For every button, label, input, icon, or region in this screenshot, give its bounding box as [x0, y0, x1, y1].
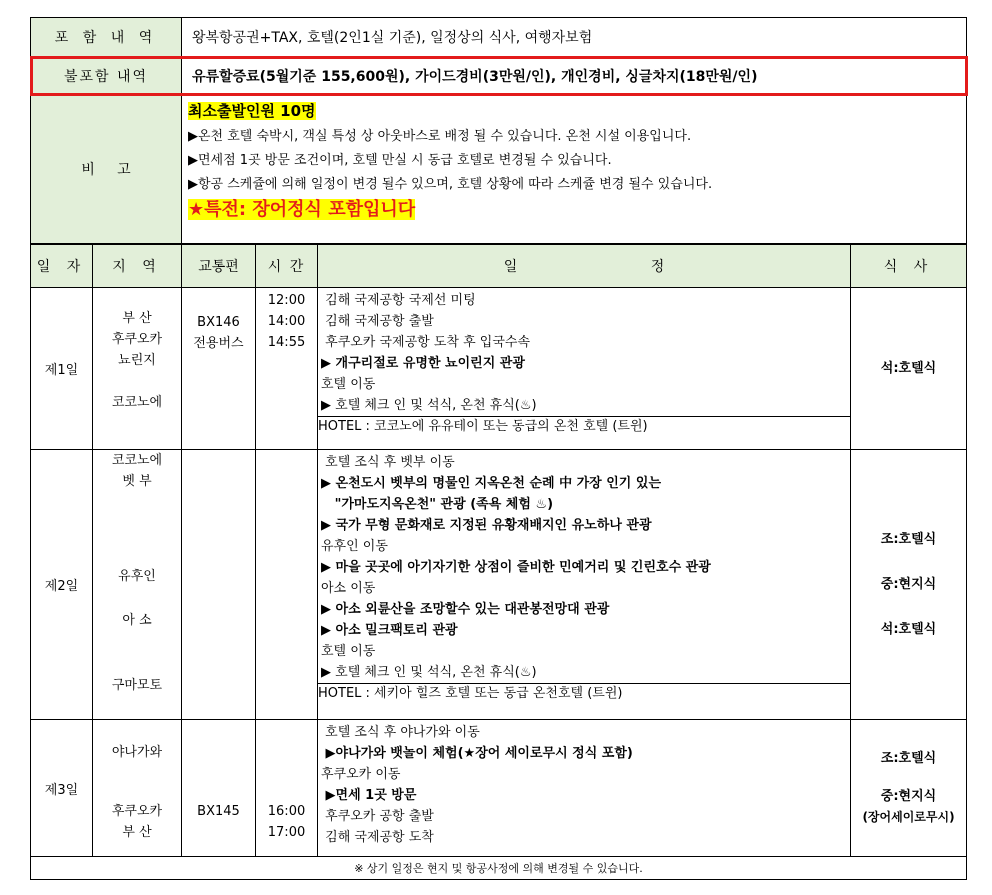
time: 17:00: [267, 825, 306, 840]
itinerary-item: ▶ 온천도시 벳부의 명물인 지옥온천 순례 中 가장 인기 있는: [321, 476, 662, 491]
itinerary-item: 김해 국제공항 출발: [321, 314, 434, 329]
header-meals: 식 사: [851, 245, 967, 288]
itinerary-item: 호텔 조식 후 벳부 이동: [321, 455, 455, 470]
region: 부 산: [122, 311, 152, 326]
day-regions: [93, 720, 182, 857]
tour-itinerary-document: [30, 17, 966, 880]
day-times: [256, 720, 318, 857]
itinerary-item: 후쿠오카 국제공항 도착 후 입국수속: [321, 335, 531, 350]
transport: 전용버스: [193, 336, 244, 351]
itinerary-item: 호텔 이동: [321, 644, 376, 659]
itinerary-item: "가마도지옥온천" 관광 (족욕 체험 ♨): [321, 497, 554, 512]
region: [93, 371, 181, 392]
excluded-text: 유류할증료(5월기준 155,600원), 가이드경비(3만원/인), 개인경비, 싱글차지(18만원/인): [182, 57, 967, 95]
day-transport: [182, 288, 256, 450]
excluded-row: [31, 57, 967, 95]
itinerary-item: ▶ 국가 무형 문화재로 지정된 유황재배지인 유노하나 관광: [321, 518, 652, 533]
day-itinerary: [318, 450, 851, 720]
itinerary-item: 유후인 이동: [321, 539, 388, 554]
notes-label: [31, 95, 182, 244]
transport: BX145: [197, 804, 240, 819]
time: 16:00: [267, 804, 306, 819]
region: 후쿠오카: [111, 804, 163, 819]
included-row: [31, 18, 967, 57]
region: 유후인: [118, 569, 156, 584]
note-line: ▶항공 스케쥴에 의해 일정이 변경 될수 있으며, 호텔 상황에 따라 스케쥴 변경 될수 있습니다.: [188, 177, 713, 192]
region: 아 소: [122, 613, 152, 628]
schedule-table: [30, 244, 967, 880]
region: 코코노에: [111, 453, 163, 468]
special-benefit: ★특전: 장어정식 포함입니다: [188, 199, 416, 220]
meal: 석:호텔식: [880, 622, 937, 637]
notes-label-text: 비 고: [81, 162, 131, 178]
itinerary-item: ▶ 아소 외륜산을 조망할수 있는 대관봉전망대 관광: [321, 602, 610, 617]
region: 코코노에: [111, 395, 163, 410]
itinerary-item: 후쿠오카 공항 출발: [321, 809, 434, 824]
region: 후쿠오카: [111, 332, 163, 347]
itinerary-item: ▶ 호텔 체크 인 및 석식, 온천 휴식(♨): [321, 665, 537, 680]
itinerary-item: 아소 이동: [321, 581, 376, 596]
day-row-1: [31, 288, 967, 450]
region: 야나가와: [111, 745, 163, 760]
itinerary-item: ▶ 개구리절로 유명한 뇨이린지 관광: [321, 356, 525, 371]
schedule-header: [31, 245, 967, 288]
region: 구마모토: [111, 678, 163, 693]
region: 벳 부: [122, 474, 152, 489]
meal: 조:호텔식: [880, 751, 937, 766]
meal: 석:호텔식: [880, 361, 937, 376]
day-meals: [851, 450, 967, 720]
itinerary-item: ▶ 마을 곳곳에 아기자기한 상점이 즐비한 민예거리 및 긴린호수 관광: [321, 560, 711, 575]
day-row-3: [31, 720, 967, 857]
transport: BX146: [197, 315, 240, 330]
itinerary-item: ▶야나가와 뱃놀이 체험(★장어 세이로무시 정식 포함): [321, 746, 633, 761]
meal: 중:현지식: [880, 789, 937, 804]
min-pax: 최소출발인원 10명: [188, 102, 316, 120]
time: 14:00: [267, 314, 306, 329]
excluded-label: 불포함 내역: [31, 57, 182, 95]
region: 뇨린지: [118, 353, 156, 368]
itinerary-item: ▶ 호텔 체크 인 및 석식, 온천 휴식(♨): [321, 398, 537, 413]
hotel-info: HOTEL : 세키아 힐즈 호텔 또는 동급 온천호텔 (트윈): [318, 683, 850, 703]
day-itinerary: [318, 288, 851, 450]
itinerary-item: 김해 국제공항 국제선 미팅: [321, 293, 476, 308]
footer-row: [31, 857, 967, 880]
notes-content: [182, 95, 967, 244]
header-time: 시 간: [256, 245, 318, 288]
info-table: [30, 17, 967, 244]
itinerary-item: ▶면세 1곳 방문: [321, 788, 417, 803]
header-transport: 교통편: [182, 245, 256, 288]
day-label: 제2일: [31, 450, 93, 720]
itinerary-item: 후쿠오카 이동: [321, 767, 401, 782]
meal: 조:호텔식: [880, 532, 937, 547]
itinerary-item: 김해 국제공항 도착: [321, 830, 434, 845]
day-transport: [182, 720, 256, 857]
day-regions: [93, 450, 182, 720]
itinerary-item: ▶ 아소 밀크팩토리 관광: [321, 623, 458, 638]
day-meals: [851, 288, 967, 450]
day-meals: [851, 720, 967, 857]
day-row-2: [31, 450, 967, 720]
hotel-info: HOTEL : 코코노에 유유테이 또는 동급의 온천 호텔 (트윈): [318, 416, 850, 436]
meal-note: (장어세이로무시): [862, 810, 955, 824]
region: 부 산: [122, 825, 152, 840]
day-itinerary: [318, 720, 851, 857]
notes-row: [31, 95, 967, 244]
note-line: ▶온천 호텔 숙박시, 객실 특성 상 아웃바스로 배정 될 수 있습니다. 온천 시설 이용입니다.: [188, 129, 692, 144]
itinerary-item: 호텔 이동: [321, 377, 376, 392]
included-label: 포 함 내 역: [31, 18, 182, 57]
day-transport: [182, 450, 256, 720]
header-region: 지 역: [93, 245, 182, 288]
day-times: [256, 450, 318, 720]
day-regions: [93, 288, 182, 450]
header-day: 일 자: [31, 245, 93, 288]
day-times: [256, 288, 318, 450]
note-line: ▶면세점 1곳 방문 조건이며, 호텔 만실 시 동급 호텔로 변경될 수 있습니다.: [188, 153, 612, 168]
header-itinerary: 일 정: [318, 245, 851, 288]
included-text: 왕복항공권+TAX, 호텔(2인1실 기준), 일정상의 식사, 여행자보험: [182, 18, 967, 57]
day-label: 제1일: [31, 288, 93, 450]
itinerary-item: 호텔 조식 후 야나가와 이동: [321, 725, 480, 740]
day-label: 제3일: [31, 720, 93, 857]
footer-note: ※ 상기 일정은 현지 및 항공사정에 의해 변경될 수 있습니다.: [31, 857, 967, 880]
time: 12:00: [267, 293, 306, 308]
time: 14:55: [267, 335, 306, 350]
meal: 중:현지식: [880, 577, 937, 592]
